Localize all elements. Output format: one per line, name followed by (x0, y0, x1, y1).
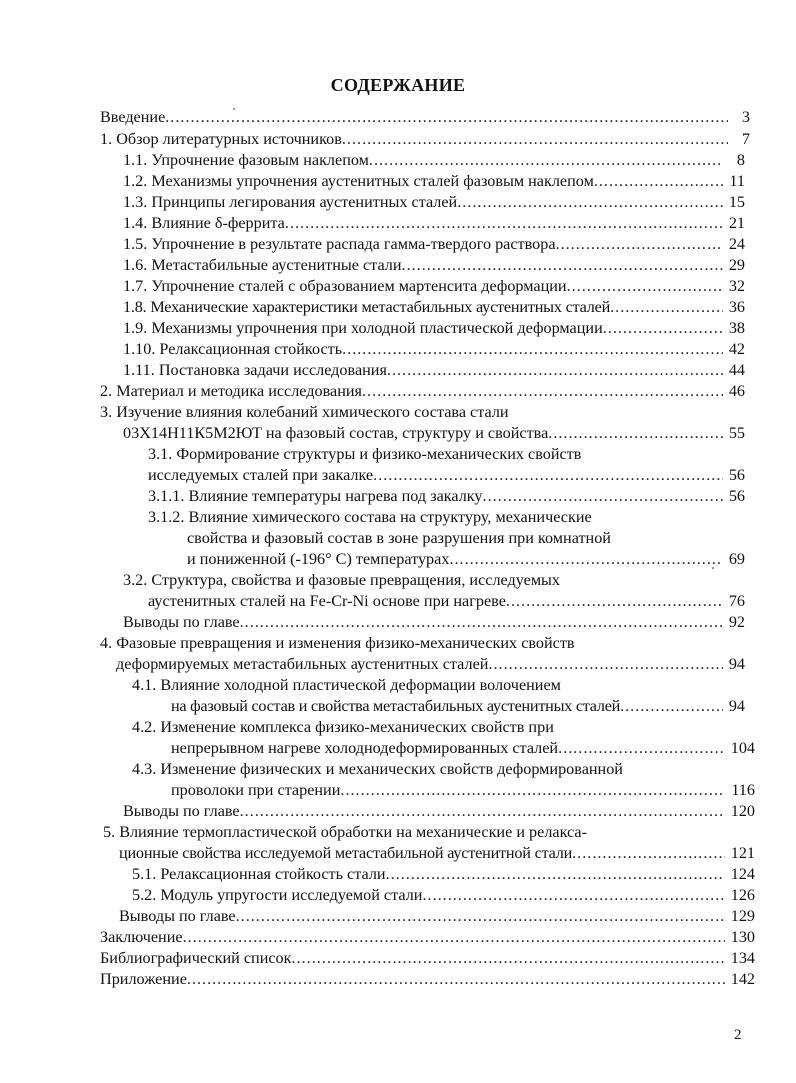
toc-entry-page: 24 (728, 235, 745, 253)
toc-entry[interactable] (123, 233, 745, 255)
toc-entry[interactable] (100, 947, 755, 969)
toc-entry-text: Библиографический список (100, 949, 292, 967)
toc-entry-text: 1.5. Упрочнение в результате распада гамма-твердого раствора (123, 235, 556, 253)
toc-entry-page: 134 (730, 949, 755, 967)
scan-speck (233, 108, 235, 110)
toc-entry-page: 29 (728, 256, 745, 274)
toc-entry-text: 1.2. Механизмы упрочнения аустенитных сталей фазовым наклепом (123, 172, 594, 190)
toc-entry[interactable] (123, 359, 745, 381)
toc-entry-text: 4.3. Изменение физических и механических свойств деформированной (132, 760, 623, 778)
leader-dots (402, 254, 723, 276)
toc-entry[interactable] (132, 884, 755, 906)
toc-entry[interactable] (123, 149, 745, 171)
leader-dots (342, 128, 728, 150)
toc-entry-text: 1.6. Метастабильные аустенитные стали (123, 256, 402, 274)
page-title: СОДЕРЖАНИЕ (330, 75, 466, 95)
toc-entry-text: 1. Обзор литературных источников (100, 130, 342, 148)
toc-entry[interactable] (123, 800, 755, 822)
toc-entry-text: 2. Материал и методика исследования (100, 382, 362, 400)
leader-dots (386, 863, 725, 885)
leader-dots (373, 464, 723, 486)
toc-entry-page: 8 (736, 151, 745, 169)
toc-entry-page: 130 (730, 928, 755, 946)
toc-entry-page: 142 (730, 970, 755, 988)
toc-entry[interactable] (148, 485, 745, 507)
scan-speck (712, 567, 714, 569)
leader-dots (620, 695, 723, 717)
toc-entry-text-cont: свойства и фазовый состав в зоне разрушения при комнатной (187, 529, 611, 547)
toc-entry-page: 56 (728, 487, 745, 505)
toc-entry-text-cont: на фазовый состав и свойства метастабильных аустенитных сталей (171, 697, 621, 715)
toc-entry-page: 21 (728, 214, 745, 232)
toc-entry[interactable] (123, 296, 745, 318)
leader-dots (488, 653, 722, 675)
toc-entry-text: Выводы по главе (123, 802, 240, 820)
toc-entry-page: 44 (728, 361, 745, 379)
toc-entry-page: 116 (731, 781, 755, 799)
leader-dots (362, 380, 723, 402)
toc-entry-page: 56 (728, 466, 745, 484)
toc-entry[interactable] (187, 548, 745, 570)
toc-entry[interactable] (123, 611, 745, 633)
toc-entry[interactable] (132, 863, 755, 885)
toc-entry-page: 55 (728, 424, 745, 442)
toc-entry-page: 7 (741, 130, 750, 148)
toc-entry-text-cont: непрерывном нагреве холоднодеформированных сталей (171, 739, 559, 757)
toc-entry-text: Заключение (100, 928, 183, 946)
toc-entry-text-cont: 03Х14Н11К5М2ЮТ на фазовый состав, структуру и свойства (123, 424, 549, 442)
toc-entry-text: 5.2. Модуль упругости исследуемой стали (132, 886, 423, 904)
toc-entry[interactable] (119, 842, 755, 864)
toc-entry-page: 42 (728, 340, 745, 358)
toc-entry-text: 4.2. Изменение комплекса физико-механических свойств при (132, 718, 554, 736)
leader-dots (449, 548, 722, 570)
toc-entry[interactable] (123, 275, 745, 297)
toc-entry-text: 1.8. Механические характеристики метастабильных аустенитных сталей (123, 298, 611, 316)
toc-entry[interactable] (123, 422, 745, 444)
toc-entry-text-cont: ционные свойства исследуемой метастабильной аустенитной стали (119, 844, 573, 862)
toc-entry-page: 124 (730, 865, 755, 883)
toc-entry-page: 36 (728, 298, 745, 316)
leader-dots (292, 947, 725, 969)
toc-entry[interactable] (171, 779, 755, 801)
toc-entry-text-cont: проволоки при старении (171, 781, 341, 799)
toc-entry-text: 3.1.2. Влияние химического состава на структуру, механические (148, 508, 592, 526)
toc-entry[interactable] (123, 338, 745, 360)
leader-dots (567, 275, 723, 297)
toc-entry[interactable] (100, 380, 745, 402)
toc-entry[interactable] (123, 317, 745, 339)
toc-entry-text: Выводы по главе (119, 907, 236, 925)
leader-dots (610, 296, 723, 318)
toc-entry-page: 3 (741, 108, 750, 126)
toc-entry-page: 126 (730, 886, 755, 904)
toc-entry-page: 129 (730, 907, 755, 925)
leader-dots (603, 317, 723, 339)
leader-dots (165, 106, 728, 128)
toc-entry-text: 5.1. Релаксационная стойкость стали (132, 865, 386, 883)
leader-dots (572, 842, 725, 864)
toc-entry-page: 38 (728, 319, 745, 337)
toc-entry-text: 5. Влияние термопластической обработки на механические и релакса- (103, 823, 587, 841)
toc-entry-text: 1.10. Релаксационная стойкость (123, 340, 343, 358)
toc-entry-text: 3.1. Формирование структуры и физико-механических свойств (148, 445, 582, 463)
toc-entry-page: 69 (728, 550, 745, 568)
toc-entry[interactable] (116, 653, 745, 675)
leader-dots (340, 779, 725, 801)
leader-dots (457, 191, 723, 213)
toc-entry-text: 4.1. Влияние холодной пластической деформации волочением (132, 676, 561, 694)
toc-entry[interactable] (100, 926, 755, 948)
leader-dots (506, 590, 723, 612)
toc-entry[interactable] (119, 905, 755, 927)
toc-entry-page: 32 (728, 277, 745, 295)
toc-entry-page: 11 (729, 172, 745, 190)
toc-entry[interactable] (148, 464, 745, 486)
toc-entry[interactable] (171, 695, 745, 717)
leader-dots (342, 338, 723, 360)
toc-entry-text-cont: исследуемых сталей при закалке (148, 466, 374, 484)
toc-entry-text-cont: аустенитных сталей на Fe-Cr-Ni основе при нагреве (148, 592, 506, 610)
toc-entry-text: 3.1.1. Влияние температуры нагрева под закалку (148, 487, 483, 505)
leader-dots (240, 800, 725, 822)
toc-entry-page: 120 (730, 802, 755, 820)
toc-entry[interactable] (148, 590, 745, 612)
leader-dots (387, 359, 723, 381)
leader-dots (369, 149, 723, 171)
leader-dots (483, 485, 723, 507)
toc-entry-page: 104 (730, 739, 755, 757)
toc-entry[interactable] (123, 254, 745, 276)
toc-entry-page: 15 (728, 193, 745, 211)
toc-entry-page: 94 (728, 697, 745, 715)
toc-entry-text: 1.11. Постановка задачи исследования (123, 361, 387, 379)
toc-entry-page: 121 (730, 844, 755, 862)
toc-entry-text: Приложение (100, 970, 187, 988)
toc-entry-text-cont2: и пониженной (-196° С) температурах (187, 550, 450, 568)
toc-entry-text: 3.2. Структура, свойства и фазовые превращения, исследуемых (123, 571, 561, 589)
leader-dots (183, 926, 725, 948)
leader-dots (556, 233, 723, 255)
leader-dots (558, 737, 725, 759)
leader-dots (187, 968, 725, 990)
toc-entry-text: 3. Изучение влияния колебаний химического состава стали (100, 403, 509, 421)
toc-entry[interactable] (123, 170, 745, 192)
toc-entry[interactable] (123, 191, 745, 213)
toc-entry-text-cont: деформируемых метастабильных аустенитных сталей (116, 655, 489, 673)
toc-entry-page: 94 (728, 655, 745, 673)
toc-entry[interactable] (100, 106, 750, 128)
toc-entry-page: 76 (728, 592, 745, 610)
leader-dots (236, 905, 725, 927)
toc-entry-text: 1.4. Влияние δ-феррита (123, 214, 285, 232)
toc-entry[interactable] (100, 968, 755, 990)
toc-entry-text: 1.9. Механизмы упрочнения при холодной пластической деформации (123, 319, 603, 337)
toc-entry[interactable] (100, 128, 750, 150)
toc-entry[interactable] (123, 212, 745, 234)
toc-entry-text: 1.7. Упрочнение сталей с образованием мартенсита деформации (123, 277, 567, 295)
toc-entry[interactable] (171, 737, 755, 759)
page-number: 2 (734, 1027, 742, 1043)
toc-entry-text: Выводы по главе (123, 613, 240, 631)
leader-dots (594, 170, 723, 192)
leader-dots (285, 212, 723, 234)
leader-dots (422, 884, 724, 906)
toc-entry-page: 92 (728, 613, 745, 631)
toc-entry-page: 46 (728, 382, 745, 400)
toc-entry-text: 4. Фазовые превращения и изменения физико-механических свойств (100, 634, 575, 652)
toc-entry-text: Введение (100, 108, 166, 126)
leader-dots (548, 422, 723, 444)
leader-dots (240, 611, 723, 633)
toc-entry-text: 1.1. Упрочнение фазовым наклепом (123, 151, 369, 169)
toc-entry-text: 1.3. Принципы легирования аустенитных сталей (123, 193, 458, 211)
